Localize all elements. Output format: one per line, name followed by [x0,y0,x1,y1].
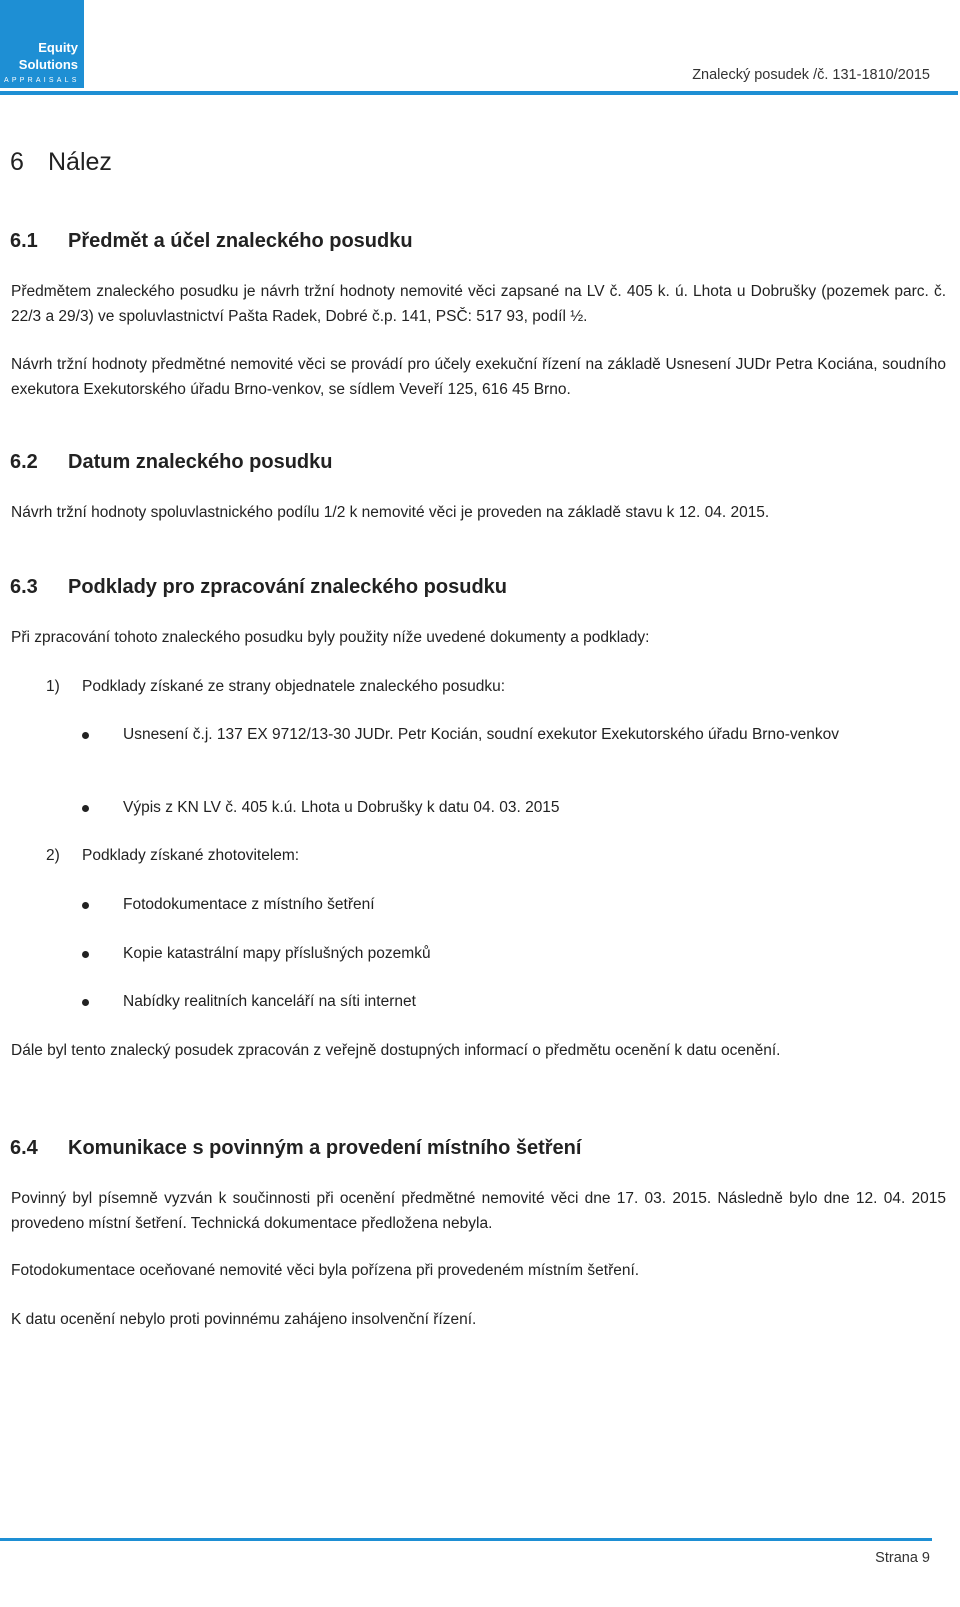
subsection-number: 6.2 [10,451,38,473]
bullet-icon [82,902,89,909]
logo-text-appraisals: APPRAISALS [4,77,80,84]
paragraph-communication: Povinný byl písemně vyzván k součinnosti při ocenění předmětné nemovité věci dne 17. 03. 2015. Následně bylo dne 12. 04. 2015 provedeno místní šetření. Technická dokumentace předložena nebyla. [11,1190,946,1232]
subsection-title: Podklady pro zpracování znaleckého posudku [68,576,507,598]
source-group-client [46,675,505,699]
section-title: Nález [48,148,112,176]
bullet-icon [82,951,89,958]
logo-text-solutions: Solutions [18,57,78,72]
list-item-text: Výpis z KN LV č. 405 k.ú. Lhota u Dobrušky k datu 04. 03. 2015 [123,799,560,816]
bullet-icon [82,805,89,812]
list-item-text: Nabídky realitních kanceláří na síti internet [123,993,416,1010]
footer-divider [0,1538,932,1541]
paragraph-photo-documentation: Fotodokumentace oceňované nemovité věci byla pořízena při provedeném místním šetření. [11,1262,640,1279]
group-title: Podklady získané ze strany objednatele znaleckého posudku: [82,678,506,695]
list-item [82,796,934,821]
company-logo [0,0,84,88]
subsection-title: Komunikace s povinným a provedení místního šetření [68,1137,582,1159]
group-number: 2) [46,847,60,864]
bullet-icon [82,732,89,739]
subsection-number: 6.1 [10,230,38,252]
paragraph-insolvency: K datu ocenění nebylo proti povinnému zahájeno insolvenční řízení. [11,1311,477,1328]
list-item-text: Usnesení č.j. 137 EX 9712/13-30 JUDr. Petr Kocián, soudní exekutor Exekutorského úřadu Brno-venkov [123,726,839,743]
paragraph-subject: Předmětem znaleckého posudku je návrh tržní hodnoty nemovité věci zapsané na LV č. 405 k. ú. Lhota u Dobrušky (pozemek parc. č. 22/3 a 29/3) ve spoluvlastnictví Pašta Radek, Dobré č.p. 141, PSČ: 517 93, podíl ½. [11,283,946,325]
page-number: Strana 9 [875,1550,930,1566]
list-item [82,990,934,1015]
list-item [82,723,934,748]
subsection-title: Datum znaleckého posudku [68,451,333,473]
group-title: Podklady získané zhotovitelem: [82,847,300,864]
list-item [82,942,934,967]
logo-text-equity: Equity [38,40,78,55]
list-item-text: Kopie katastrální mapy příslušných pozemků [123,945,431,962]
subsection-title: Předmět a účel znaleckého posudku [68,230,413,252]
subsection-heading-6-3 [10,573,507,601]
list-item [82,893,934,918]
section-number: 6 [10,148,24,176]
subsection-heading-6-4 [10,1134,581,1162]
subsection-number: 6.4 [10,1137,38,1159]
section-heading [10,146,112,178]
subsection-heading-6-1 [10,227,413,255]
paragraph-valuation-date: Návrh tržní hodnoty spoluvlastnického podílu 1/2 k nemovité věci je proveden na základě stavu k 12. 04. 2015. [11,504,770,521]
subsection-number: 6.3 [10,576,38,598]
list-item-text: Fotodokumentace z místního šetření [123,896,375,913]
paragraph-sources-intro: Při zpracování tohoto znaleckého posudku byly použity níže uvedené dokumenty a podklady: [11,629,650,646]
subsection-heading-6-2 [10,448,333,476]
source-group-contractor [46,844,299,868]
document-reference: Znalecký posudek /č. 131-1810/2015 [692,67,930,83]
bullet-icon [82,999,89,1006]
header-divider [0,91,958,95]
group-number: 1) [46,678,60,695]
paragraph-purpose: Návrh tržní hodnoty předmětné nemovité věci se provádí pro účely exekuční řízení na základě Usnesení JUDr Petra Kociána, soudního exekutora Exekutorského úřadu Brno-venkov, se sídlem Veveří 125, 616 45 Brno. [11,356,946,398]
paragraph-public-sources: Dále byl tento znalecký posudek zpracován z veřejně dostupných informací o předmětu ocenění k datu ocenění. [11,1042,781,1059]
